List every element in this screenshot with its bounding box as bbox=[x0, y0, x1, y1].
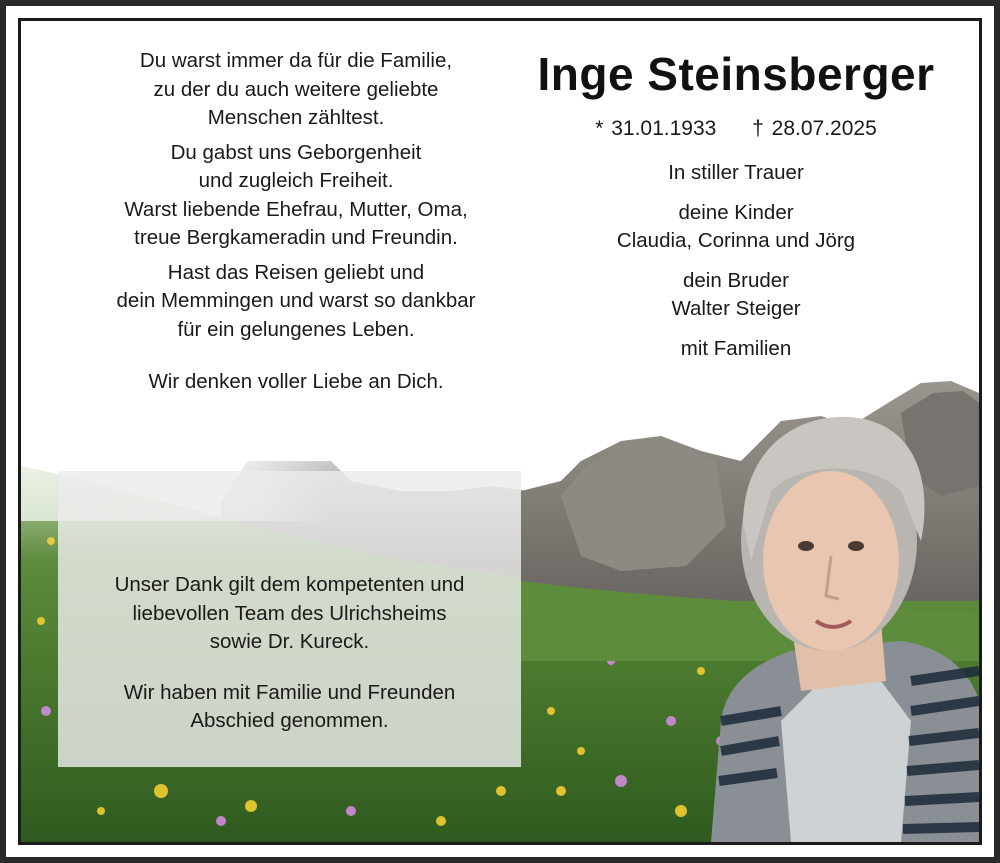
notice-border bbox=[18, 18, 982, 845]
memorial-verse bbox=[61, 47, 531, 403]
thanks-farewell: Wir haben mit Familie und Freunden Abschied genommen. bbox=[123, 680, 456, 732]
life-dates bbox=[506, 117, 966, 141]
verse-stanza-2: Du gabst uns Geborgenheit und zugleich Freiheit. Warst liebende Ehefrau, Mutter, Oma, treue Bergkameradin und Freundin. bbox=[124, 140, 468, 249]
verse-stanza-3: Hast das Reisen geliebt und dein Memmingen und warst so dankbar für ein gelungenes Leben. bbox=[116, 260, 476, 341]
birth-date: * 31.01.1933 bbox=[595, 117, 717, 140]
death-date: † 28.07.2025 bbox=[752, 117, 877, 140]
verse-closing: Wir denken voller Liebe an Dich. bbox=[148, 370, 444, 393]
thanks-box bbox=[58, 471, 521, 767]
mourning-intro: In stiller Trauer bbox=[668, 161, 804, 184]
mourners-brother: dein Bruder Walter Steiger bbox=[671, 268, 801, 320]
mourners-families: mit Familien bbox=[680, 336, 792, 360]
mourners-list bbox=[506, 159, 966, 374]
verse-stanza-1: Du warst immer da für die Familie, zu der du auch weitere geliebte Menschen zähltest. bbox=[139, 49, 453, 129]
thanks-gratitude: Unser Dank gilt dem kompetenten und liebevollen Team des Ulrichsheims sowie Dr. Kureck. bbox=[114, 573, 465, 653]
mourners-children: deine Kinder Claudia, Corinna und Jörg bbox=[616, 200, 856, 252]
deceased-name: Inge Steinsberger bbox=[537, 48, 935, 100]
obituary-notice bbox=[6, 6, 994, 857]
